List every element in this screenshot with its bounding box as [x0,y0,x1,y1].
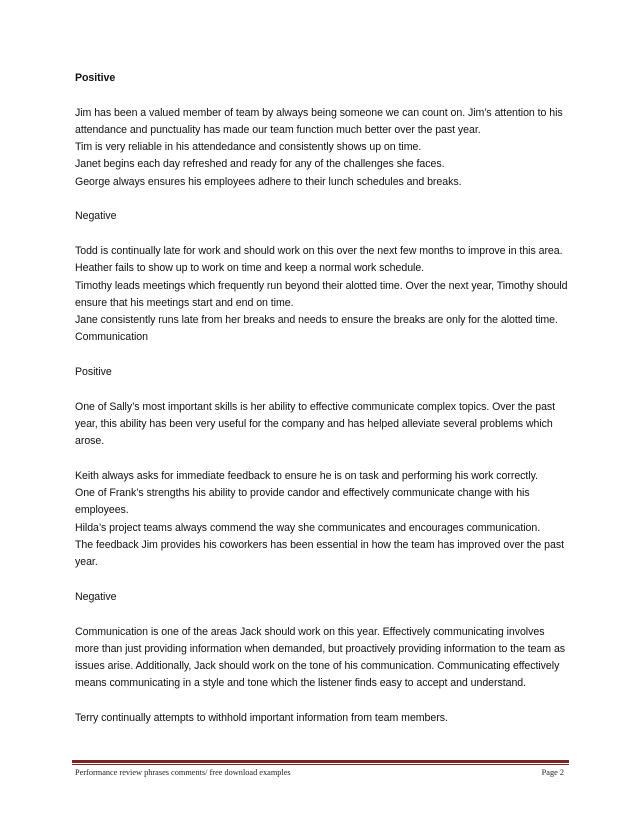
footer-rule-thick [72,760,569,763]
spacer [75,347,570,364]
spacer [75,87,570,104]
paragraph-hilda: Hilda’s project teams always commend the way she communicates and encourages communication. [75,521,541,534]
paragraph-terry: Terry continually attempts to withhold important information from team members. [75,711,448,724]
spacer [75,606,570,623]
paragraph-heather: Heather fails to show up to work on time and keep a normal work schedule. [75,262,425,275]
paragraph-george: George always ensures his employees adhere to their lunch schedules and breaks. [75,175,462,188]
spacer [75,381,570,398]
page-number: Page 2 [541,768,564,777]
paragraph-todd: Todd is continually late for work and should work on this over the next few months to improve in this area. [75,244,563,257]
paragraph-feedback-jim: The feedback Jim provides his coworkers has been essential in how the team has improved over the past year. [75,539,564,569]
paragraph-frank: One of Frank’s strengths his ability to provide candor and effectively communicate change with his employees. [75,487,530,517]
spacer [75,191,570,208]
section-heading-positive-communication: Positive [75,366,112,379]
spacer [75,693,570,710]
spacer [75,451,570,468]
section-heading-negative: Negative [75,210,117,223]
paragraph-janet: Janet begins each day refreshed and ready for any of the challenges she faces. [75,158,445,171]
paragraph-jack: Communication is one of the areas Jack should work on this year. Effectively communicating involves more than just providing information when demanded, but proactively providing information to the team as issues arise. Additionally, Jack should work on the tone of his communication. Communicating effectively means communicating in a style and tone which the listener finds easy to accept and understand. [75,625,566,690]
paragraph-sally: One of Sally’s most important skills is her ability to effective communicate complex topics. Over the past year, this ability has been very useful for the company and has helped alleviate several problems which arose. [75,400,556,448]
section-heading-negative-communication: Negative [75,590,117,603]
paragraph-jane: Jane consistently runs late from her breaks and needs to ensure the breaks are only for the alotted time. [75,314,558,327]
paragraph-keith: Keith always asks for immediate feedback to ensure he is on task and performing his work correctly. [75,469,538,482]
spacer [75,226,570,243]
footer-rule-thin [72,764,569,765]
section-label-communication: Communication [75,331,148,344]
section-heading-positive: Positive [75,72,116,84]
footer-title: Performance review phrases comments/ free download examples [75,768,291,777]
spacer [75,572,570,589]
paragraph-timothy: Timothy leads meetings which frequently run beyond their alotted time. Over the next year, Timothy should ensure that his meetings start and end on time. [75,279,568,309]
document-body [75,70,570,727]
paragraph-tim: Tim is very reliable in his attendedance and consistently shows up on time. [75,141,422,154]
paragraph-jim: Jim has been a valued member of team by always being someone we can count on. Jim’s attention to his attendance and punctuality has made our team function much better over the past year. [75,106,563,136]
